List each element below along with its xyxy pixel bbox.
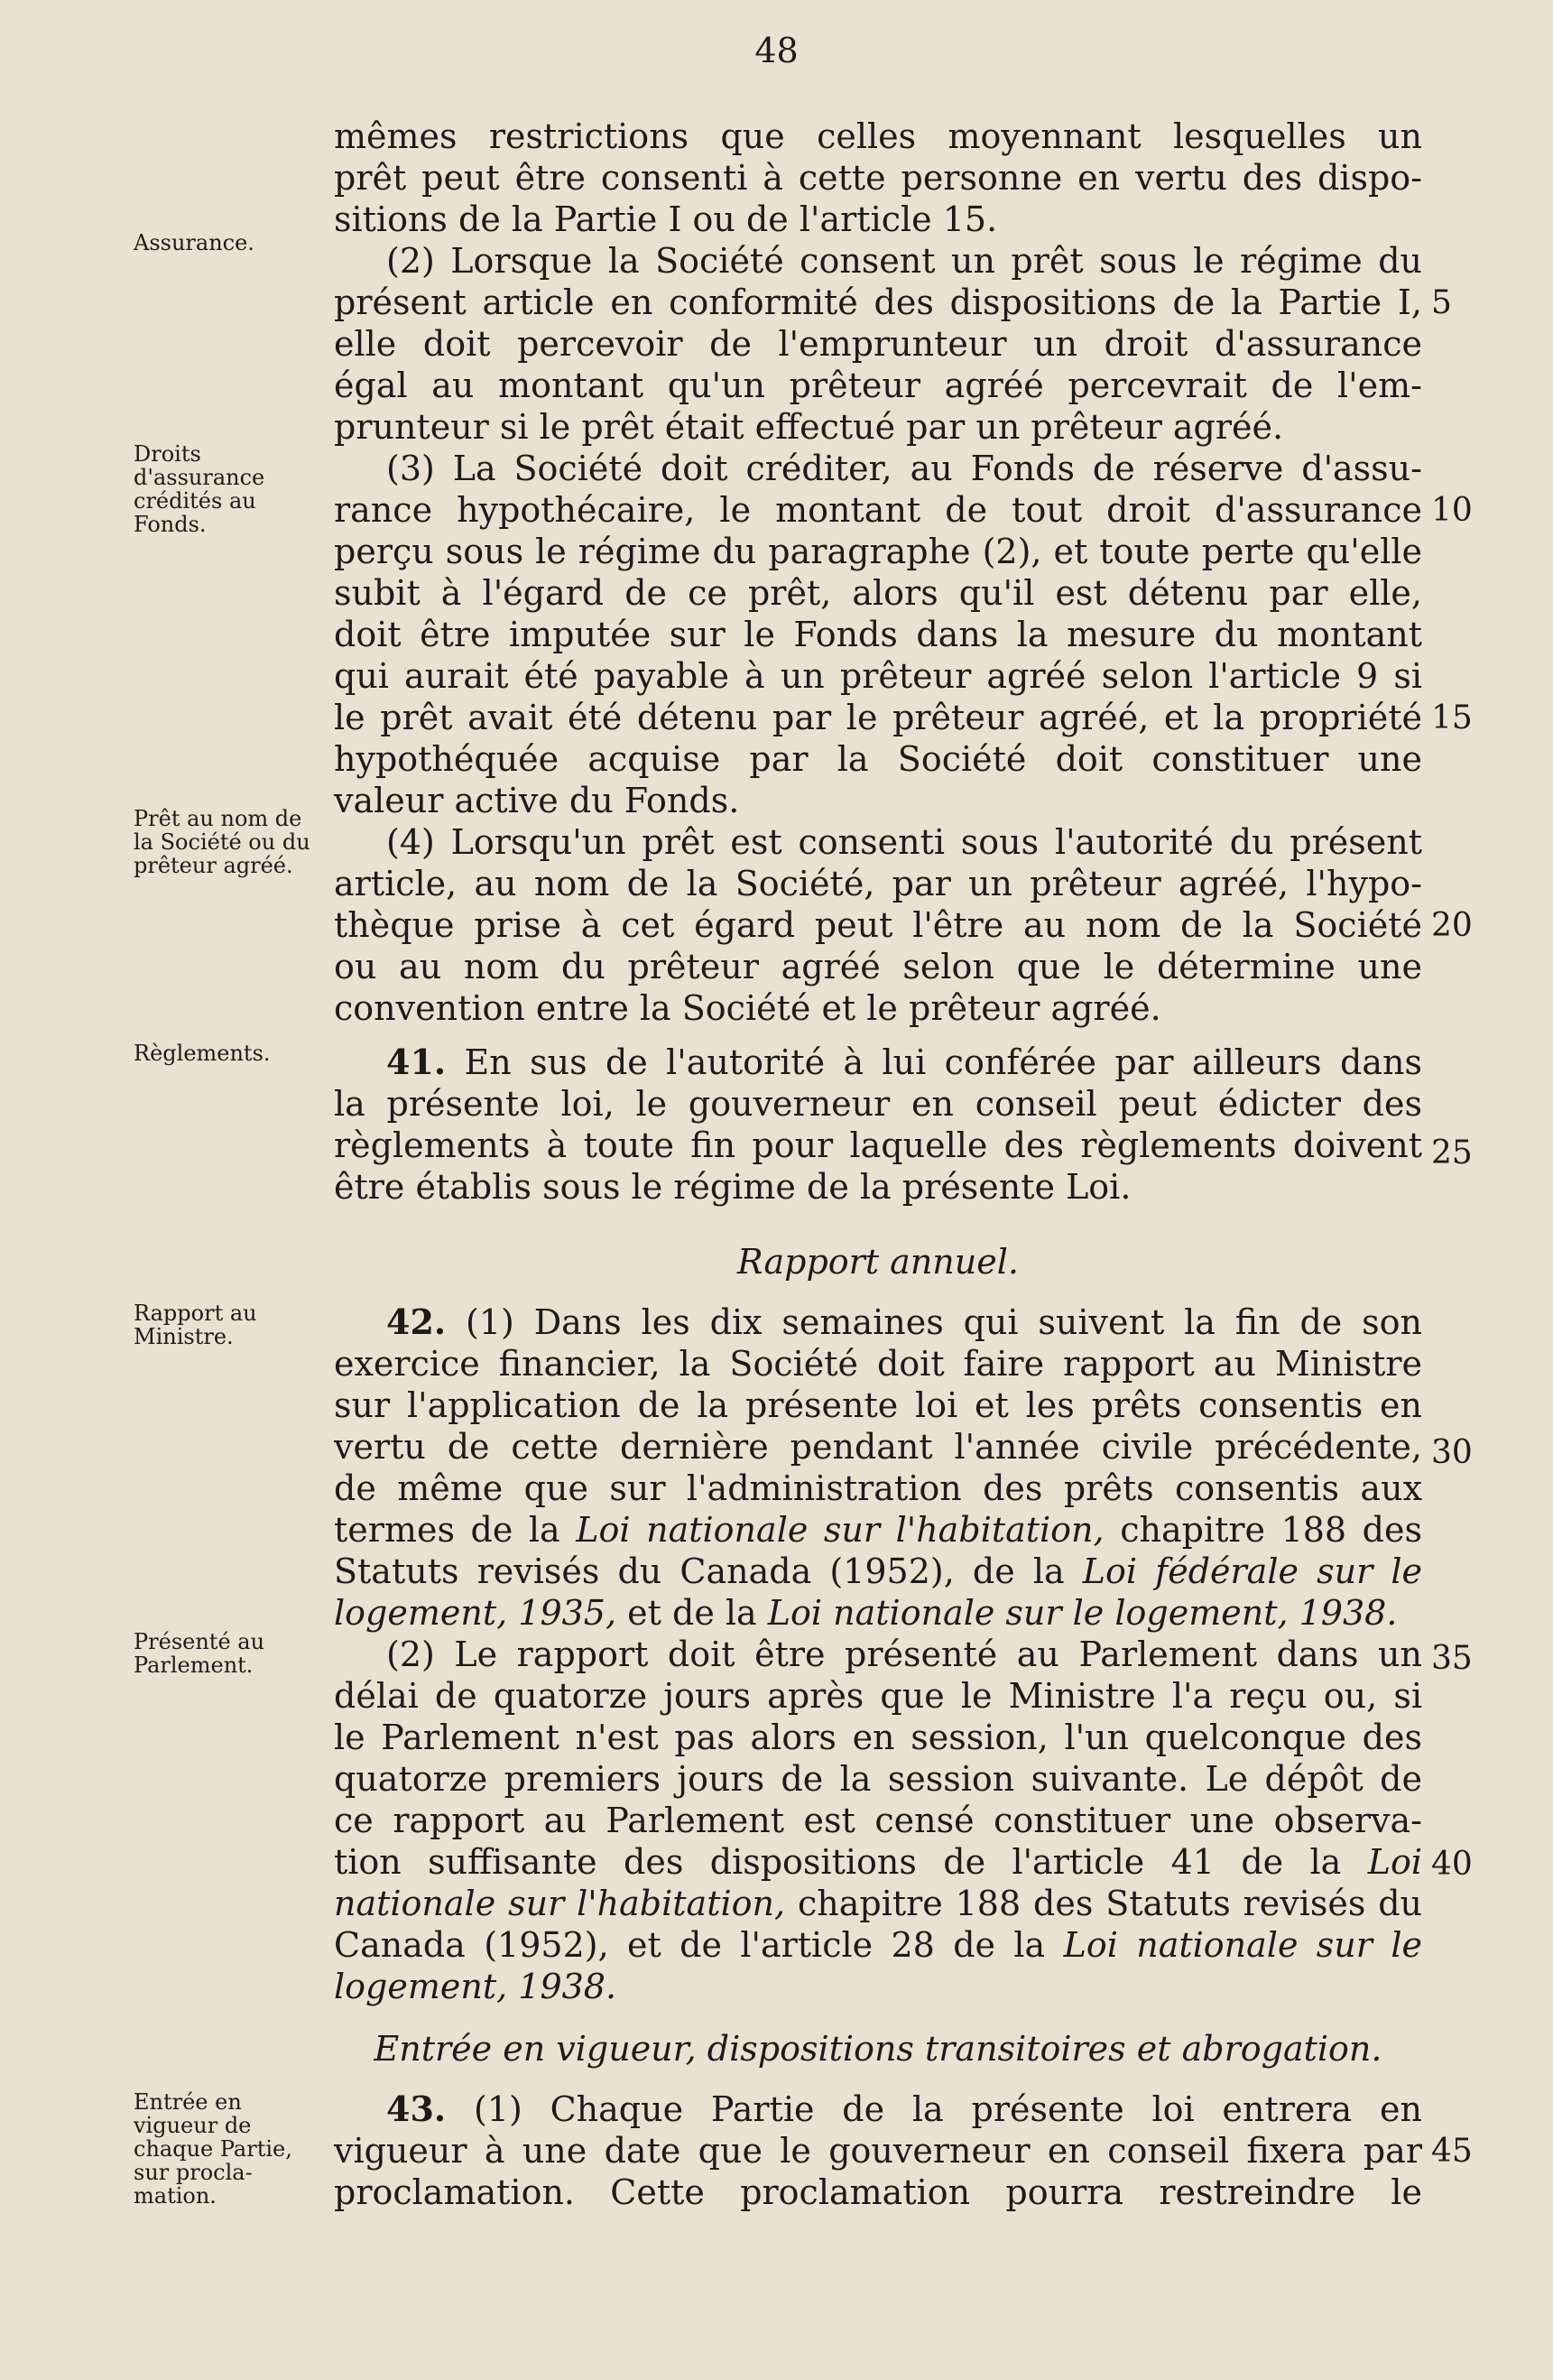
margin-note-reglements: Règlements. <box>134 1041 271 1066</box>
line-number: 10 <box>1431 492 1473 529</box>
text-line: le prêt avait été détenu par le prêteur agréé, et la propriété <box>334 698 1422 737</box>
margin-note-rapport: Rapport au Ministre. <box>134 1301 257 1349</box>
text-line: vertu de cette dernière pendant l'année civile précédente, <box>334 1427 1422 1467</box>
text-line: égal au montant qu'un prêteur agréé percevrait de l'em- <box>334 366 1422 405</box>
text-line: (2) Le rapport doit être présenté au Parlement dans un <box>386 1635 1422 1674</box>
text-line: thèque prise à cet égard peut l'être au nom de la Société <box>334 905 1422 945</box>
heading-entree-en-vigueur: Entrée en vigueur, dispositions transitoires et abrogation. <box>374 2029 1382 2069</box>
text-line: mêmes restrictions que celles moyennant lesquelles un <box>334 116 1422 156</box>
text-line: hypothéquée acquise par la Société doit constituer une <box>334 739 1422 779</box>
text-line: proclamation. Cette proclamation pourra restreindre le <box>334 2172 1422 2212</box>
text-line: Statuts revisés du Canada (1952), de la Loi fédérale sur le <box>334 1551 1422 1591</box>
text-line: perçu sous le régime du paragraphe (2), et toute perte qu'elle <box>334 532 1422 571</box>
text-line: (2) Lorsque la Société consent un prêt sous le régime du <box>386 241 1422 281</box>
text-line: rance hypothécaire, le montant de tout droit d'assurance <box>334 490 1422 530</box>
line-number: 40 <box>1431 1846 1473 1883</box>
text-line: logement, 1935, et de la Loi nationale sur le logement, 1938. <box>334 1593 1398 1633</box>
section-number-43: 43. <box>386 2088 447 2129</box>
line-number: 15 <box>1431 699 1473 736</box>
section-number-42: 42. <box>386 1301 447 1342</box>
text-line-section-41: 41. En sus de l'autorité à lui conférée par ailleurs dans <box>386 1042 1422 1082</box>
line-number: 30 <box>1431 1434 1473 1471</box>
text-line-section-42: 42. (1) Dans les dix semaines qui suivent la fin de son <box>386 1301 1422 1342</box>
line-number: 5 <box>1431 284 1452 321</box>
page-number: 48 <box>754 31 799 70</box>
line-number: 25 <box>1431 1134 1473 1171</box>
text-line: doit être imputée sur le Fonds dans la mesure du montant <box>334 615 1422 654</box>
text-line: ou au nom du prêteur agréé selon que le détermine une <box>334 947 1422 986</box>
text-line: (3) La Société doit créditer, au Fonds de réserve d'assu- <box>386 449 1422 488</box>
text-line: vigueur à une date que le gouverneur en conseil fixera par <box>334 2131 1422 2171</box>
text-line: le Parlement n'est pas alors en session, l'un quelconque des <box>334 1718 1422 1757</box>
section-number-41: 41. <box>386 1042 447 1082</box>
margin-note-pret: Prêt au nom de la Société ou du prêteur agréé. <box>134 806 310 878</box>
text-line: délai de quatorze jours après que le Ministre l'a reçu ou, si <box>334 1676 1422 1716</box>
text-line: elle doit percevoir de l'emprunteur un droit d'assurance <box>334 324 1422 364</box>
text-line: subit à l'égard de ce prêt, alors qu'il est détenu par elle, <box>334 573 1422 613</box>
text-line: présent article en conformité des dispositions de la Partie I, <box>334 282 1422 322</box>
text-line: qui aurait été payable à un prêteur agréé selon l'article 9 si <box>334 656 1422 696</box>
text-line: prunteur si le prêt était effectué par un prêteur agréé. <box>334 407 1284 447</box>
text-line: (4) Lorsqu'un prêt est consenti sous l'autorité du présent <box>386 822 1422 862</box>
margin-note-entree: Entrée en vigueur de chaque Partie, sur procla-mation. <box>134 2089 292 2209</box>
text-line: quatorze premiers jours de la session suivante. Le dépôt de <box>334 1759 1422 1799</box>
line-number: 45 <box>1431 2133 1473 2170</box>
margin-note-presente: Présenté au Parlement. <box>134 1629 265 1678</box>
text-line: nationale sur l'habitation, chapitre 188 des Statuts revisés du <box>334 1884 1422 1923</box>
text-line: de même que sur l'administration des prêts consentis aux <box>334 1468 1422 1508</box>
text-line: Canada (1952), et de l'article 28 de la Loi nationale sur le <box>334 1925 1422 1965</box>
text-line: être établis sous le régime de la présente Loi. <box>334 1167 1132 1207</box>
line-number: 20 <box>1431 907 1473 944</box>
text-line-section-43: 43. (1) Chaque Partie de la présente loi entrera en <box>386 2088 1422 2129</box>
text-line: article, au nom de la Société, par un prêteur agréé, l'hypo- <box>334 864 1422 903</box>
text-line: valeur active du Fonds. <box>334 781 740 820</box>
text-line: sur l'application de la présente loi et les prêts consentis en <box>334 1385 1422 1425</box>
margin-note-droits: Droits d'assurance crédités au Fonds. <box>134 441 265 537</box>
heading-rapport-annuel: Rapport annuel. <box>737 1242 1019 1282</box>
text-line: ce rapport au Parlement est censé constituer une observa- <box>334 1801 1422 1840</box>
text-line: sitions de la Partie I ou de l'article 15. <box>334 199 998 239</box>
line-number: 35 <box>1431 1640 1473 1677</box>
text-line: prêt peut être consenti à cette personne en vertu des dispo- <box>334 158 1422 198</box>
text-line: règlements à toute fin pour laquelle des règlements doivent <box>334 1125 1422 1165</box>
text-line: logement, 1938. <box>334 1967 617 2006</box>
text-line: termes de la Loi nationale sur l'habitation, chapitre 188 des <box>334 1510 1422 1550</box>
margin-note-assurance: Assurance. <box>134 230 254 255</box>
text-line: la présente loi, le gouverneur en conseil peut édicter des <box>334 1084 1422 1124</box>
text-line: tion suffisante des dispositions de l'article 41 de la Loi <box>334 1842 1422 1882</box>
text-line: convention entre la Société et le prêteur agréé. <box>334 988 1161 1028</box>
text-line: exercice financier, la Société doit faire rapport au Ministre <box>334 1344 1422 1384</box>
